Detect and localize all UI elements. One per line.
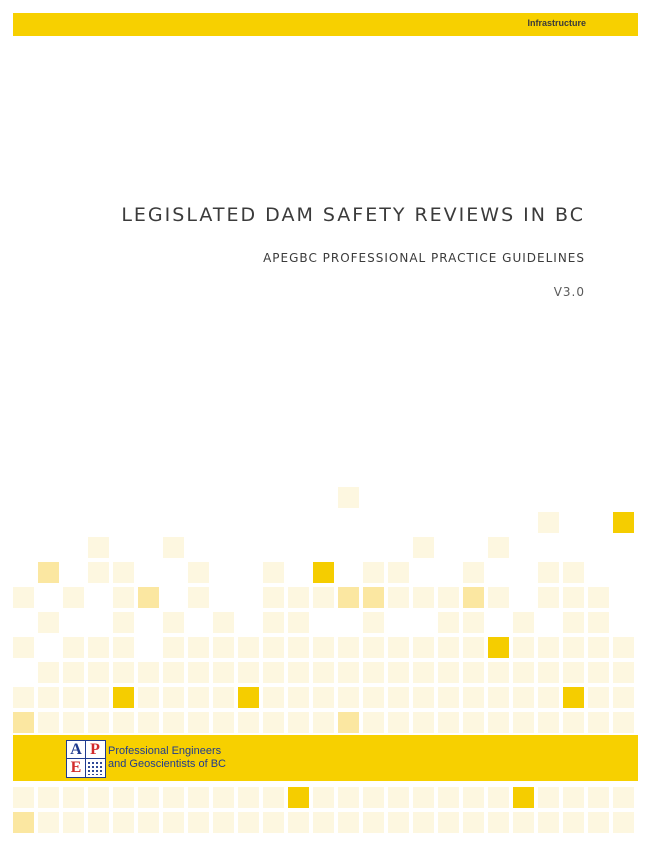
mosaic-square: [338, 487, 359, 508]
mosaic-square: [138, 812, 159, 833]
mosaic-square: [563, 637, 584, 658]
mosaic-square: [363, 787, 384, 808]
mosaic-square: [538, 812, 559, 833]
mosaic-square: [263, 687, 284, 708]
mosaic-square: [588, 612, 609, 633]
mosaic-square: [388, 787, 409, 808]
mosaic-square: [438, 637, 459, 658]
mosaic-square: [88, 812, 109, 833]
mosaic-square: [538, 787, 559, 808]
mosaic-square: [413, 787, 434, 808]
mosaic-square: [488, 812, 509, 833]
header-band: [13, 13, 638, 36]
mosaic-square: [613, 712, 634, 733]
mosaic-square: [38, 812, 59, 833]
mosaic-square: [463, 662, 484, 683]
mosaic-square: [88, 687, 109, 708]
mosaic-square: [538, 637, 559, 658]
mosaic-square: [263, 587, 284, 608]
mosaic-square: [263, 787, 284, 808]
mosaic-square: [163, 662, 184, 683]
mosaic-square: [113, 687, 134, 708]
organization-name-line1: Professional Engineers: [108, 745, 222, 757]
mosaic-square: [338, 587, 359, 608]
logo-band: [13, 735, 638, 781]
mosaic-square: [163, 612, 184, 633]
mosaic-square: [463, 637, 484, 658]
mosaic-square: [288, 787, 309, 808]
mosaic-square: [188, 562, 209, 583]
mosaic-square: [513, 637, 534, 658]
mosaic-square: [488, 787, 509, 808]
mosaic-square: [413, 637, 434, 658]
mosaic-square: [588, 787, 609, 808]
mosaic-square: [38, 662, 59, 683]
mosaic-square: [63, 712, 84, 733]
mosaic-square: [538, 712, 559, 733]
mosaic-square: [138, 662, 159, 683]
mosaic-square: [488, 687, 509, 708]
mosaic-square: [363, 662, 384, 683]
mosaic-square: [588, 662, 609, 683]
mosaic-square: [88, 662, 109, 683]
mosaic-square: [613, 687, 634, 708]
mosaic-square: [388, 587, 409, 608]
mosaic-square: [363, 712, 384, 733]
mosaic-square: [413, 712, 434, 733]
mosaic-square: [38, 562, 59, 583]
mosaic-square: [413, 587, 434, 608]
logo-letter-a: A: [70, 741, 82, 758]
mosaic-square: [163, 812, 184, 833]
mosaic-square: [588, 712, 609, 733]
mosaic-square: [113, 787, 134, 808]
mosaic-square: [213, 612, 234, 633]
mosaic-square: [338, 637, 359, 658]
organization-name: [108, 745, 226, 771]
mosaic-square: [538, 662, 559, 683]
mosaic-square: [613, 787, 634, 808]
mosaic-square: [188, 712, 209, 733]
mosaic-square: [513, 662, 534, 683]
mosaic-square: [213, 712, 234, 733]
mosaic-square: [288, 612, 309, 633]
mosaic-square: [563, 687, 584, 708]
mosaic-square: [188, 687, 209, 708]
mosaic-square: [288, 712, 309, 733]
mosaic-square: [288, 812, 309, 833]
mosaic-square: [363, 587, 384, 608]
mosaic-square: [463, 787, 484, 808]
mosaic-square: [413, 687, 434, 708]
mosaic-square: [63, 787, 84, 808]
mosaic-square: [363, 612, 384, 633]
mosaic-square: [363, 812, 384, 833]
mosaic-square: [538, 562, 559, 583]
mosaic-square: [413, 662, 434, 683]
mosaic-square: [463, 562, 484, 583]
mosaic-square: [588, 587, 609, 608]
mosaic-square: [463, 712, 484, 733]
mosaic-square: [538, 687, 559, 708]
mosaic-square: [438, 612, 459, 633]
mosaic-square: [88, 537, 109, 558]
logo-letter-p: P: [90, 741, 100, 758]
mosaic-square: [588, 812, 609, 833]
mosaic-square: [488, 637, 509, 658]
mosaic-square: [163, 787, 184, 808]
mosaic-square: [563, 612, 584, 633]
mosaic-square: [388, 812, 409, 833]
mosaic-square: [263, 812, 284, 833]
mosaic-square: [213, 687, 234, 708]
mosaic-square: [113, 587, 134, 608]
logo-letter-e: E: [70, 759, 82, 776]
mosaic-square: [38, 787, 59, 808]
mosaic-square: [113, 612, 134, 633]
mosaic-square: [13, 712, 34, 733]
mosaic-square: [563, 587, 584, 608]
mosaic-square: [363, 637, 384, 658]
mosaic-square: [213, 787, 234, 808]
mosaic-square: [388, 712, 409, 733]
mosaic-square: [613, 662, 634, 683]
mosaic-square: [463, 587, 484, 608]
mosaic-square: [288, 637, 309, 658]
mosaic-square: [263, 562, 284, 583]
mosaic-square: [388, 637, 409, 658]
mosaic-square: [13, 787, 34, 808]
mosaic-square: [213, 662, 234, 683]
mosaic-square: [438, 662, 459, 683]
mosaic-square: [513, 612, 534, 633]
mosaic-square: [263, 612, 284, 633]
mosaic-square: [138, 712, 159, 733]
mosaic-square: [563, 562, 584, 583]
mosaic-square: [313, 812, 334, 833]
mosaic-square: [313, 712, 334, 733]
apegbc-logo-icon: [66, 740, 106, 778]
mosaic-square: [488, 712, 509, 733]
mosaic-square: [188, 787, 209, 808]
mosaic-square: [613, 812, 634, 833]
mosaic-square: [63, 687, 84, 708]
mosaic-square: [538, 512, 559, 533]
mosaic-square: [513, 787, 534, 808]
mosaic-square: [338, 787, 359, 808]
mosaic-square: [113, 637, 134, 658]
mosaic-square: [238, 787, 259, 808]
mosaic-square: [213, 812, 234, 833]
mosaic-square: [613, 637, 634, 658]
mosaic-square: [13, 637, 34, 658]
mosaic-square: [438, 587, 459, 608]
mosaic-square: [438, 712, 459, 733]
mosaic-square: [563, 812, 584, 833]
mosaic-square: [88, 712, 109, 733]
document-title: LEGISLATED DAM SAFETY REVIEWS IN BC: [121, 204, 585, 226]
mosaic-square: [138, 587, 159, 608]
mosaic-square: [163, 637, 184, 658]
mosaic-square: [138, 787, 159, 808]
mosaic-square: [238, 687, 259, 708]
mosaic-square: [63, 637, 84, 658]
mosaic-square: [263, 637, 284, 658]
mosaic-square: [38, 612, 59, 633]
mosaic-square: [113, 812, 134, 833]
mosaic-square: [138, 687, 159, 708]
mosaic-square: [488, 537, 509, 558]
mosaic-square: [388, 687, 409, 708]
mosaic-square: [88, 562, 109, 583]
mosaic-square: [288, 687, 309, 708]
mosaic-square: [163, 687, 184, 708]
mosaic-square: [613, 512, 634, 533]
mosaic-square: [263, 662, 284, 683]
mosaic-square: [338, 662, 359, 683]
mosaic-square: [63, 587, 84, 608]
mosaic-square: [13, 687, 34, 708]
mosaic-square: [313, 662, 334, 683]
mosaic-square: [313, 637, 334, 658]
mosaic-square: [188, 662, 209, 683]
mosaic-square: [563, 787, 584, 808]
mosaic-square: [288, 662, 309, 683]
mosaic-square: [113, 662, 134, 683]
mosaic-square: [413, 537, 434, 558]
mosaic-square: [413, 812, 434, 833]
mosaic-square: [188, 812, 209, 833]
document-version: V3.0: [553, 285, 585, 299]
mosaic-square: [263, 712, 284, 733]
mosaic-square: [288, 587, 309, 608]
mosaic-square: [363, 562, 384, 583]
organization-name-line2: and Geoscientists of BC: [108, 758, 227, 770]
mosaic-square: [13, 812, 34, 833]
mosaic-square: [513, 687, 534, 708]
mosaic-square: [338, 687, 359, 708]
mosaic-square: [113, 712, 134, 733]
mosaic-square: [388, 562, 409, 583]
mosaic-square: [488, 587, 509, 608]
mosaic-square: [588, 637, 609, 658]
mosaic-square: [463, 612, 484, 633]
mosaic-square: [213, 637, 234, 658]
mosaic-square: [488, 662, 509, 683]
mosaic-square: [313, 787, 334, 808]
mosaic-square: [388, 662, 409, 683]
mosaic-square: [313, 587, 334, 608]
mosaic-square: [163, 712, 184, 733]
mosaic-square: [513, 812, 534, 833]
mosaic-square: [463, 687, 484, 708]
mosaic-square: [63, 812, 84, 833]
mosaic-square: [563, 662, 584, 683]
mosaic-square: [313, 687, 334, 708]
mosaic-square: [563, 712, 584, 733]
mosaic-square: [513, 712, 534, 733]
mosaic-square: [238, 712, 259, 733]
mosaic-square: [188, 637, 209, 658]
mosaic-square: [438, 787, 459, 808]
mosaic-square: [313, 562, 334, 583]
mosaic-square: [438, 687, 459, 708]
mosaic-square: [38, 712, 59, 733]
mosaic-square: [463, 812, 484, 833]
mosaic-square: [588, 687, 609, 708]
mosaic-square: [538, 587, 559, 608]
mosaic-square: [38, 687, 59, 708]
mosaic-square: [238, 637, 259, 658]
category-label: Infrastructure: [527, 18, 586, 28]
mosaic-square: [338, 812, 359, 833]
mosaic-square: [238, 812, 259, 833]
mosaic-square: [88, 787, 109, 808]
mosaic-square: [238, 662, 259, 683]
mosaic-square: [338, 712, 359, 733]
mosaic-square: [88, 637, 109, 658]
mosaic-square: [13, 587, 34, 608]
mosaic-square: [363, 687, 384, 708]
mosaic-square: [438, 812, 459, 833]
document-subtitle: APEGBC PROFESSIONAL PRACTICE GUIDELINES: [263, 251, 585, 265]
mosaic-square: [163, 537, 184, 558]
logo-dot-grid: [87, 761, 103, 775]
mosaic-square: [113, 562, 134, 583]
mosaic-square: [63, 662, 84, 683]
mosaic-square: [188, 587, 209, 608]
